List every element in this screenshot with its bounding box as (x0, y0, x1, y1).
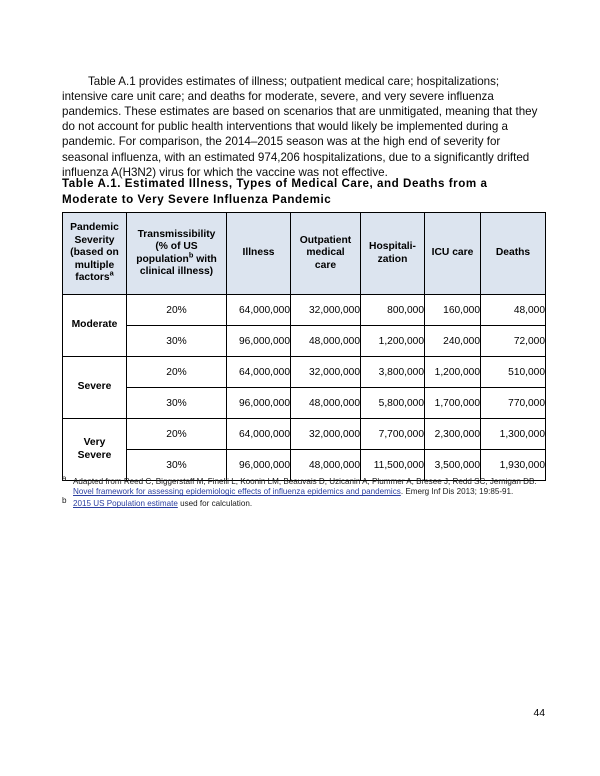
cell-transmissibility: 20% (127, 295, 227, 326)
header-line: factors (75, 272, 110, 284)
severity-label-very-severe (63, 419, 127, 481)
cell-illness: 64,000,000 (227, 357, 291, 388)
column-header-hospitalization (361, 213, 425, 295)
cell-transmissibility: 30% (127, 450, 227, 481)
column-header-icu-care (425, 213, 481, 295)
table-caption: Table A.1. Estimated Illness, Types of Medical Care, and Deaths from a Moderate to Very Severe Influenza Pandemic (62, 177, 488, 206)
cell-icu: 2,300,000 (425, 419, 481, 450)
cell-hospitalization: 3,800,000 (361, 357, 425, 388)
cell-outpatient: 48,000,000 (291, 388, 361, 419)
footnote-a-text-after: . Emerg Inf Dis 2013; 19:85-91. (400, 487, 514, 497)
column-header-transmissibility (127, 213, 227, 295)
header-line: Transmissibility (137, 228, 216, 240)
cell-deaths: 1,300,000 (481, 419, 546, 450)
footnote-b-text-after: used for calculation. (177, 499, 253, 509)
cell-icu: 1,700,000 (425, 388, 481, 419)
header-line: medical (306, 247, 345, 259)
cell-illness: 64,000,000 (227, 419, 291, 450)
table-row (63, 326, 546, 357)
cell-outpatient: 48,000,000 (291, 326, 361, 357)
severity-label-line1: Very (83, 437, 106, 449)
header-line: Illness (242, 247, 275, 259)
cell-outpatient: 32,000,000 (291, 419, 361, 450)
cell-deaths: 510,000 (481, 357, 546, 388)
header-line: (% of US (155, 241, 198, 253)
header-line: clinical illness) (139, 265, 214, 277)
intro-paragraph: Table A.1 provides estimates of illness; outpatient medical care; hospitalizations; intensive care unit care; and deaths for moderate, severe, and very severe influenza pandemics. These estimates are based on scenarios that are unmitigated, meaning that they do not account for public health interventions that would likely be implemented during a pandemic. For comparison, the 2014–2015 season was at the high end of severity for seasonal influenza, with an estimated 974,206 hospitalizations, due to a significantly drifted influenza A(H3N2) virus for which the vaccine was not effective. (62, 74, 538, 179)
severity-label-moderate: Moderate (63, 295, 127, 357)
cell-transmissibility: 20% (127, 357, 227, 388)
header-line: Severity (74, 234, 115, 246)
table-row (63, 295, 546, 326)
cell-icu: 240,000 (425, 326, 481, 357)
cell-deaths: 770,000 (481, 388, 546, 419)
header-line: (based on (70, 247, 119, 259)
cell-illness: 64,000,000 (227, 295, 291, 326)
column-header-illness (227, 213, 291, 295)
header-line: multiple (74, 259, 115, 271)
column-header-severity (63, 213, 127, 295)
cell-deaths: 1,930,000 (481, 450, 546, 481)
header-line: zation (377, 253, 408, 265)
header-line: Outpatient (299, 234, 352, 246)
footnote-marker-a: a (62, 474, 67, 483)
header-line: ICU care (431, 247, 474, 259)
cell-hospitalization: 7,700,000 (361, 419, 425, 450)
cell-deaths: 48,000 (481, 295, 546, 326)
footnote-marker-a-ref: a (109, 268, 114, 278)
page-number: 44 (533, 708, 545, 719)
cell-outpatient: 32,000,000 (291, 295, 361, 326)
cell-outpatient: 32,000,000 (291, 357, 361, 388)
cell-illness: 96,000,000 (227, 388, 291, 419)
cell-transmissibility: 30% (127, 326, 227, 357)
cell-hospitalization: 1,200,000 (361, 326, 425, 357)
footnote-marker-b: b (62, 496, 67, 506)
cell-hospitalization: 5,800,000 (361, 388, 425, 419)
cell-hospitalization: 800,000 (361, 295, 425, 326)
header-line: Hospitali- (369, 241, 416, 253)
table-container (62, 212, 545, 481)
footnotes (62, 474, 542, 512)
column-header-deaths (481, 213, 546, 295)
header-line: care (314, 259, 337, 271)
cell-outpatient: 48,000,000 (291, 450, 361, 481)
column-header-outpatient-medical-care (291, 213, 361, 295)
footnote-a-text-before: Adapted from Reed C, Biggerstaff M, Finelli L, Koonin LM, Beauvais D, Uzicanin A, Plummer A, Bresee J, Redd SC, Jernigan DB. (73, 477, 537, 486)
header-line: population (136, 253, 189, 265)
footnote-b (62, 496, 542, 509)
cell-icu: 1,200,000 (425, 357, 481, 388)
footnote-b-link[interactable]: 2015 US Population estimate (73, 499, 178, 509)
table-row (63, 419, 546, 450)
cell-icu: 3,500,000 (425, 450, 481, 481)
cell-transmissibility: 20% (127, 419, 227, 450)
severity-label-severe: Severe (63, 357, 127, 419)
cell-illness: 96,000,000 (227, 326, 291, 357)
table-row (63, 450, 546, 481)
footnote-a (62, 474, 542, 497)
header-line: Pandemic (70, 222, 119, 234)
cell-deaths: 72,000 (481, 326, 546, 357)
pandemic-severity-table (62, 212, 546, 481)
cell-illness: 96,000,000 (227, 450, 291, 481)
header-line: Deaths (495, 247, 531, 259)
cell-hospitalization: 11,500,000 (361, 450, 425, 481)
footnote-a-link[interactable]: Novel framework for assessing epidemiologic effects of influenza epidemics and pandemics (73, 487, 401, 497)
table-row (63, 388, 546, 419)
footnote-marker-b-ref: b (188, 250, 194, 260)
header-line: with (193, 253, 217, 265)
cell-transmissibility: 30% (127, 388, 227, 419)
table-row (63, 357, 546, 388)
cell-icu: 160,000 (425, 295, 481, 326)
severity-label-line2: Severe (77, 449, 112, 461)
table-header-row (63, 213, 546, 295)
